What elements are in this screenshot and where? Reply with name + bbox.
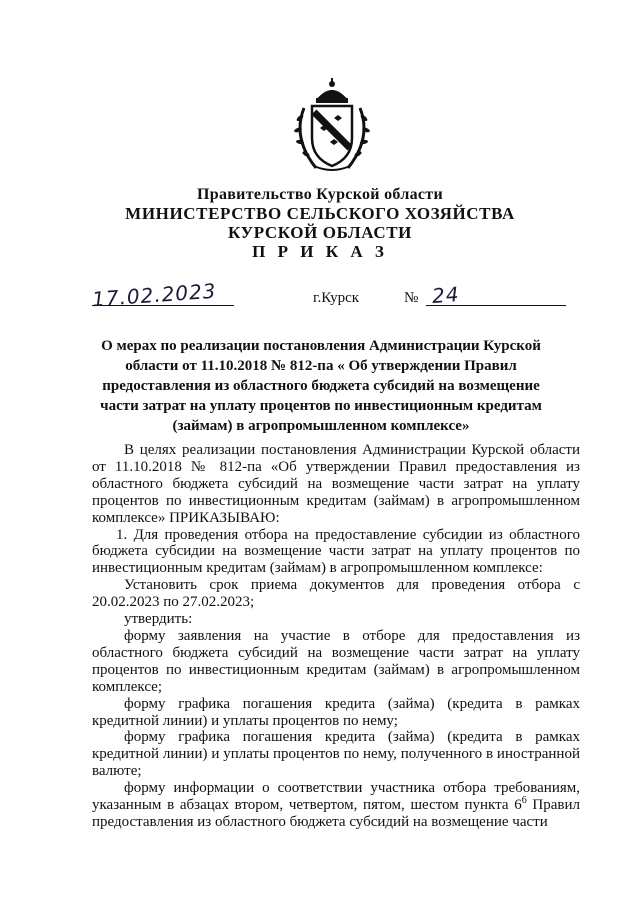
- order-date: 17.02.2023: [91, 278, 218, 312]
- paragraph-form-application: форму заявления на участие в отборе для предоставления из областного бюджета субсидий на возмещение части затрат на уплату процентов по инвестиционным кредитам (займам) в агропромышленном комплексе;: [92, 627, 580, 695]
- order-number: 24: [431, 282, 461, 308]
- document-title: О мерах по реализации постановления Администрации Курской области от 11.10.2018 № 812-па « Об утверждении Правил предоставления из областного бюджета субсидий на возмещение части затрат на уплату процентов по инвестиционным кредитам (займам) в агропромышленном комплексе»: [100, 338, 542, 434]
- paragraph-form-information-text: форму информации о соответствии участника отбора требованиям, указанным в абзацах втором, четвертом, пятом, шестом пункта 6: [92, 780, 580, 814]
- order-date-field: [91, 278, 234, 312]
- ministry-name-line2: КУРСКОЙ ОБЛАСТИ: [228, 223, 412, 242]
- paragraph-deadline: Установить срок приема документов для проведения отбора с 20.02.2023 по 27.02.2023;: [92, 577, 580, 611]
- order-number-label: №: [404, 290, 419, 306]
- document-type: П Р И К А З: [252, 242, 388, 261]
- government-name: Правительство Курской области: [197, 186, 443, 203]
- paragraph-form-information-tail: Правил предоставления из областного бюджета субсидий на возмещение части: [92, 797, 580, 830]
- order-city: г.Курск: [313, 290, 360, 306]
- ministry-name-line1: МИНИСТЕРСТВО СЕЛЬСКОГО ХОЗЯЙСТВА: [125, 204, 515, 223]
- paragraph-item-1: 1. Для проведения отбора на предоставление субсидии из областного бюджета субсидии на возмещение части затрат на уплату процентов по инвестиционным кредитам (займам) в агропромышленном комплексе:: [92, 526, 580, 577]
- order-number-field: [426, 283, 566, 306]
- paragraph-superscript: 6: [521, 795, 527, 807]
- paragraph-approve: утвердить:: [124, 611, 193, 628]
- coat-of-arms-icon: [290, 78, 374, 174]
- paragraph-form-schedule-foreign: форму графика погашения кредита (займа) (кредита в рамках кредитной линии) и уплаты процентов по нему, полученного в иностранной валюте;: [92, 729, 580, 780]
- document-body: [92, 442, 580, 831]
- paragraph-preamble: В целях реализации постановления Администрации Курской области от 11.10.2018 № 812-па «Об утверждении Правил предоставления из областного бюджета субсидий на возмещение части затрат на уплату процентов по инвестиционным кредитам (займам) в агропромышленном комплексе» ПРИКАЗЫВАЮ:: [92, 442, 580, 526]
- paragraph-form-schedule: форму графика погашения кредита (займа) (кредита в рамках кредитной линии) и уплаты процентов по нему;: [92, 695, 580, 729]
- paragraph-form-information: [92, 780, 580, 831]
